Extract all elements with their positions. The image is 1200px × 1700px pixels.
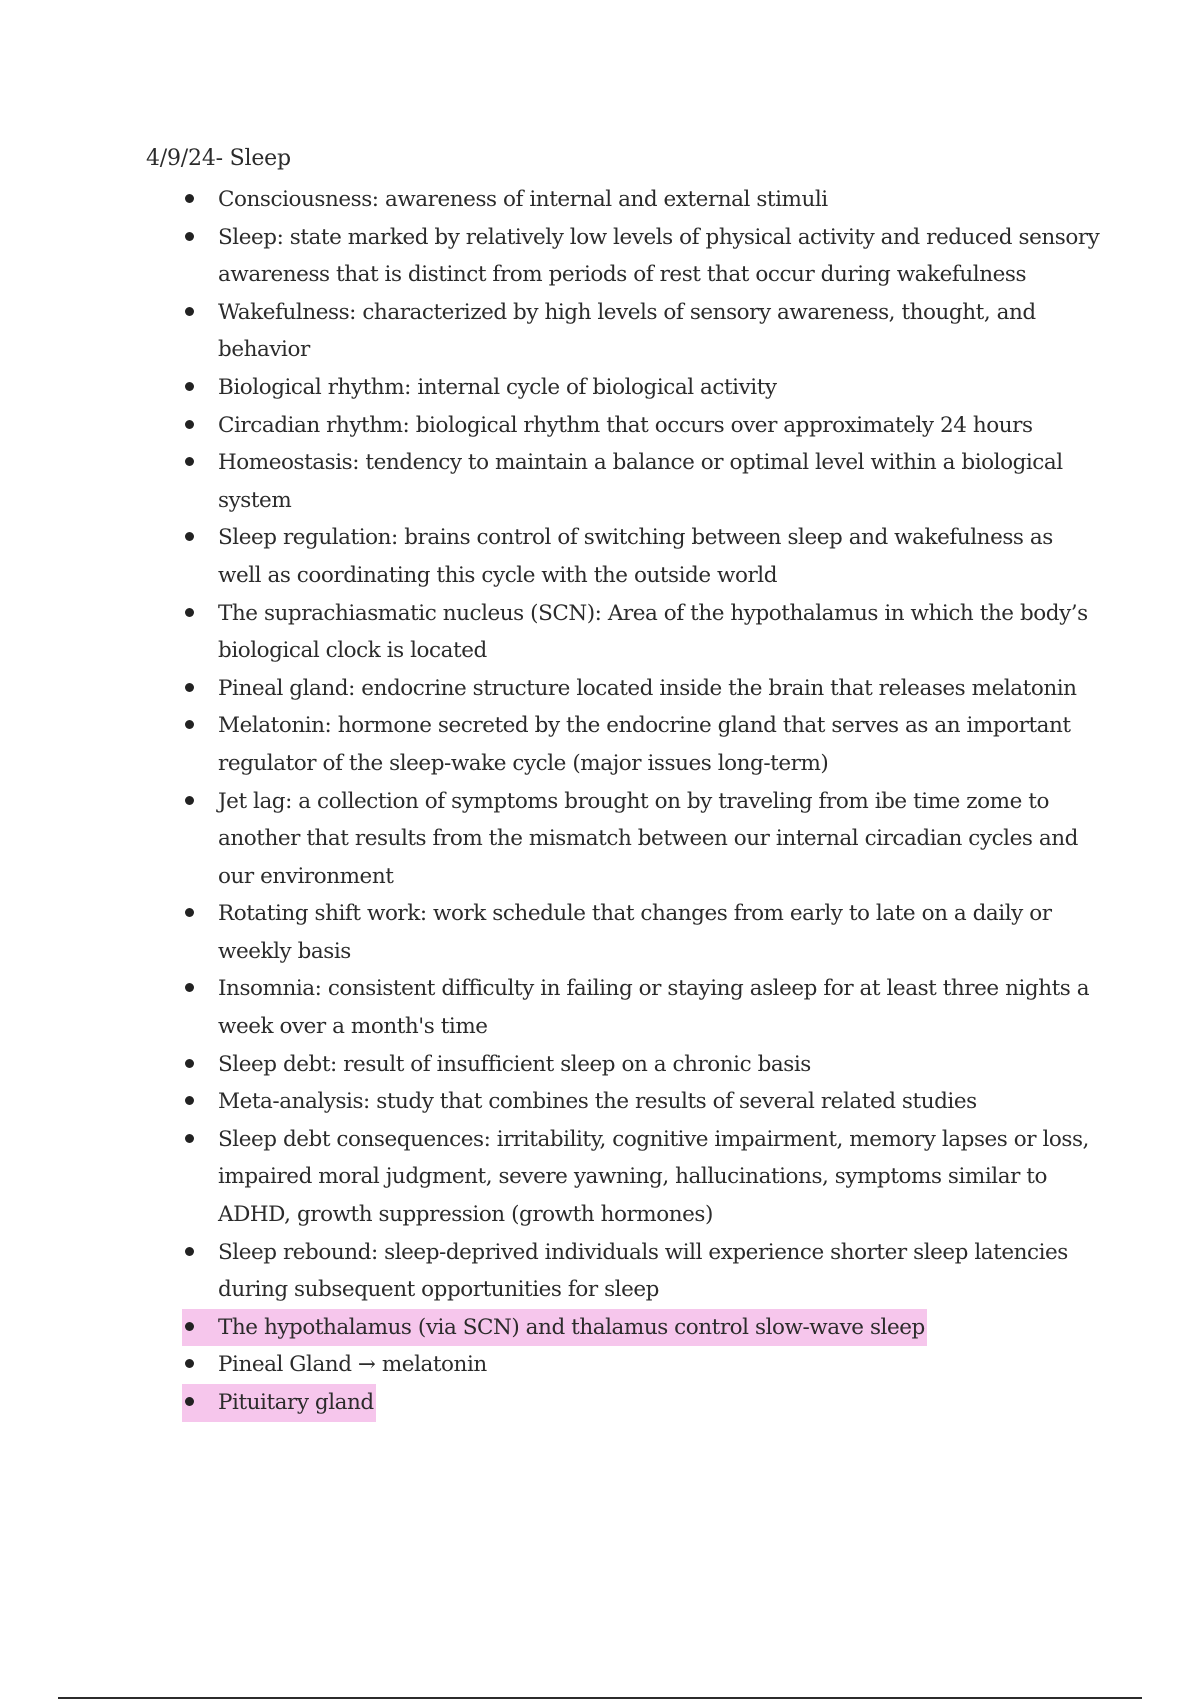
list-item bbox=[182, 181, 1100, 219]
highlight-mark bbox=[182, 1309, 927, 1347]
note-text: Biological rhythm: internal cycle of biological activity bbox=[218, 374, 777, 400]
note-text: Sleep regulation: brains control of switching between sleep and wakefulness as well as coordinating this cycle with the outside world bbox=[218, 525, 1053, 588]
bullet-icon bbox=[185, 608, 194, 617]
list-item-highlighted bbox=[182, 1384, 1100, 1422]
list-item bbox=[182, 1046, 1100, 1084]
list-item bbox=[182, 1121, 1100, 1234]
bullet-icon bbox=[185, 1247, 194, 1256]
list-item bbox=[182, 369, 1100, 407]
note-text: The hypothalamus (via SCN) and thalamus control slow-wave sleep bbox=[218, 1314, 925, 1340]
list-item bbox=[182, 294, 1100, 369]
list-item bbox=[182, 707, 1100, 782]
list-item bbox=[182, 970, 1100, 1045]
note-text: Consciousness: awareness of internal and external stimuli bbox=[218, 187, 828, 212]
list-item bbox=[182, 1346, 1100, 1384]
bottom-divider bbox=[58, 1697, 1142, 1699]
note-text: Meta-analysis: study that combines the results of several related studies bbox=[218, 1089, 977, 1115]
bullet-icon bbox=[185, 307, 194, 316]
note-text: Melatonin: hormone secreted by the endocrine gland that serves as an important regulator of the sleep-wake cycle (major issues long-term) bbox=[218, 713, 1071, 776]
list-item bbox=[182, 519, 1100, 594]
note-text: Sleep: state marked by relatively low levels of physical activity and reduced sensory awareness that is distinct from periods of rest that occur during wakefulness bbox=[218, 224, 1100, 288]
note-text: Sleep debt: result of insufficient sleep on a chronic basis bbox=[218, 1051, 811, 1077]
list-item bbox=[182, 407, 1100, 445]
list-item bbox=[182, 1234, 1100, 1309]
bullet-icon bbox=[185, 983, 194, 992]
bullet-icon bbox=[185, 720, 194, 729]
notes-list bbox=[182, 181, 1100, 1422]
note-text: Sleep debt consequences: irritability, cognitive impairment, memory lapses or loss, impaired moral judgment, severe yawning, hallucinations, symptoms similar to ADHD, growth suppression (growth hormones) bbox=[218, 1126, 1089, 1228]
bullet-icon bbox=[185, 420, 194, 429]
list-item bbox=[182, 783, 1100, 896]
note-text: Sleep rebound: sleep-deprived individuals will experience shorter sleep latencies during subsequent opportunities for sleep bbox=[218, 1239, 1068, 1303]
note-text: Pineal Gland → melatonin bbox=[218, 1352, 487, 1378]
bullet-icon bbox=[185, 1134, 194, 1143]
note-text: Pituitary gland bbox=[218, 1390, 374, 1415]
page-title: 4/9/24- Sleep bbox=[146, 146, 291, 171]
list-item-highlighted bbox=[182, 1309, 1100, 1347]
bullet-icon bbox=[185, 232, 194, 241]
list-item bbox=[182, 444, 1100, 519]
list-item bbox=[182, 219, 1100, 294]
bullet-icon bbox=[185, 1359, 194, 1368]
bullet-icon bbox=[185, 194, 194, 203]
list-item bbox=[182, 595, 1100, 670]
note-text: The suprachiasmatic nucleus (SCN): Area of the hypothalamus in which the body’s biological clock is located bbox=[218, 600, 1088, 664]
bullet-icon bbox=[185, 683, 194, 692]
bullet-icon bbox=[185, 796, 194, 805]
bullet-icon bbox=[185, 457, 194, 466]
note-text: Circadian rhythm: biological rhythm that occurs over approximately 24 hours bbox=[218, 412, 1033, 438]
bullet-icon bbox=[185, 1096, 194, 1105]
note-text: Insomnia: consistent difficulty in failing or staying asleep for at least three nights a week over a month's time bbox=[218, 976, 1090, 1040]
bullet-icon bbox=[185, 382, 194, 391]
bullet-icon bbox=[185, 532, 194, 541]
note-text: Jet lag: a collection of symptoms brought on by traveling from ibe time zome to another that results from the mismatch between our internal circadian cycles and our environment bbox=[218, 788, 1078, 889]
bullet-icon bbox=[185, 1322, 194, 1331]
list-item bbox=[182, 895, 1100, 970]
bullet-icon bbox=[185, 908, 194, 917]
note-text: Wakefulness: characterized by high levels of sensory awareness, thought, and behavior bbox=[218, 299, 1036, 363]
highlight-mark bbox=[182, 1384, 376, 1422]
list-item bbox=[182, 1083, 1100, 1121]
note-text: Rotating shift work: work schedule that changes from early to late on a daily or weekly basis bbox=[218, 901, 1052, 964]
note-text: Homeostasis: tendency to maintain a balance or optimal level within a biological system bbox=[218, 450, 1063, 513]
bullet-icon bbox=[185, 1397, 194, 1406]
list-item bbox=[182, 670, 1100, 708]
note-text: Pineal gland: endocrine structure located inside the brain that releases melatonin bbox=[218, 675, 1077, 701]
bullet-icon bbox=[185, 1059, 194, 1068]
